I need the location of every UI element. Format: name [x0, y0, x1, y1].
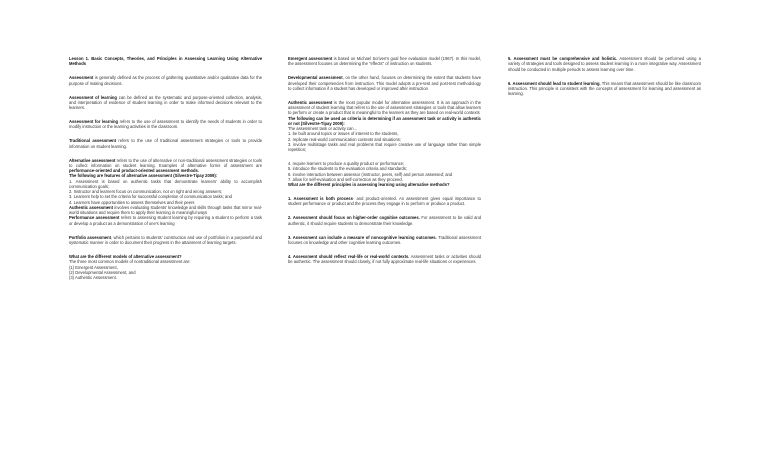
feature-item: 3. Learners help to set the criteria for successful completion of communication tasks; and [69, 194, 232, 200]
term: Performance assessment [69, 215, 120, 221]
term: Authentic assessment [69, 204, 114, 210]
feature-item: 4. Learners have opportunities to assess themselves and their peers [69, 199, 195, 205]
criteria-question: The following can be used as criteria in determining if an assessment task or activity is authentic or not (Silvestre-Tipay 2009): [288, 115, 481, 126]
term: Alternative assessment [69, 157, 116, 163]
question: What are the different models of alternative assessment? [69, 254, 182, 260]
term: Emergent assessment [288, 56, 333, 61]
model-item: (2) Developmental Assessment, and [69, 269, 136, 275]
criteria-item: 7. allow for self-evaluation and self-correction as they proceed. [288, 176, 403, 182]
paragraph-assessment-for-learning: Assessment for learning refers to the use of assessment to identify the needs of students in order to modify instruction or the learning activities in the classroom. [69, 119, 262, 130]
column-left [69, 56, 262, 289]
principles-question: What are the different principles in assessing learning using alternative methods? [288, 182, 450, 188]
model-item: (1) Emergent Assessment, [69, 264, 118, 270]
term: Traditional assessment [69, 138, 117, 144]
criteria-item: 2. replicate real-world communication contexts and situations; [288, 136, 402, 142]
paragraph-traditional-assessment: Traditional assessment refers to the use of traditional assessment strategies or tools to provide information on student learning. [69, 138, 263, 149]
column-middle [288, 56, 481, 273]
criteria-item: 4. require learners to produce a quality product or performance; [288, 161, 405, 167]
feature-item: 1. Assessment is based on authentic tasks that demonstrate learners' ability to accomplish communication goals; [69, 178, 262, 189]
paragraph-criteria-continued [288, 161, 481, 187]
term: Assessment [69, 75, 94, 81]
paragraph-emergent-assessment: Emergent assessment is based on Michael Scriven's goal free evaluation model (1967). In this model, the assessment focuses on determining the "effects" of instruction on students. [288, 56, 481, 67]
term: Assessment of learning [69, 94, 117, 100]
term: Portfolio assessment [69, 234, 112, 240]
principle-5: 5. Assessment must be comprehensive and holistic. Assessment should be performed using a variety of strategies and tools designed to assess student learning in a more integrative way. Assessment should be conducted in multiple periods to assess learning over time. [508, 56, 701, 72]
paragraph-assessment-of-learning: Assessment of learning can be defined as the systematic and purpose-oriented collection, analysis, and interpretation of evidence of student learning in order to make informed decisions relevant to the learners. [69, 94, 262, 111]
paragraph-models: What are the different models of alternative assessment? The three most common models of nontraditional assessment are: (1) Emergent Assessment, (2) Developmental Assessment, and (3) Authentic Assessment. [69, 254, 262, 280]
principle-2: 2. Assessment should focus on higher-order cognitive outcomes. For assessment to be valid and authentic, it should require students to demonstrate their knowledge. [288, 215, 481, 226]
criteria-item: 6. involve interaction between assessor (instructor, peers, self) and person assessed; and [288, 171, 453, 177]
paragraph-portfolio-assessment: Portfolio assessment, which pertains to students' construction and use of portfolios in a purposeful and systematic manner in order to document their progress in the attainment of learning targets. [69, 234, 262, 246]
lesson-title: Lesson 1. Basic Concepts, Theories, and Principles in Assessing Learning Using Alternative Methods [69, 56, 262, 67]
principle-4: 4. Assessment should reflect real-life or real-world contexts. Assessment tasks or activities should be authentic. The assessment should closely, if not fully approximate real-life situations or experiences. [288, 254, 481, 265]
features-heading: The following are features of alternative assessment (Silvestre-Tipay 2009): [69, 173, 218, 179]
paragraph-authentic-assessment: Authentic assessment is the most popular model for alternative assessment. It is an approach in the assessment of student learning that refers to the use of assessment strategies or tools that allow learners to perform or create a product that is meaningful to the learners as they are based on real-world contexts The following can be used as criteria in determining if an assessment task or activity is authentic or not (Silvestre-Tipay 2009): The assessment task or activity can... 1. be built around topics or issues of interest to the students, 2. replicate real-world communication contexts and situations; 3. involve multistage tasks and real problems that require creative use of language rather than simple repetition; [288, 99, 481, 153]
feature-item: 2. Instructor and learners focus on communication, not on right and wrong answers; [69, 189, 223, 195]
principle-3: 3. Assessment can include a measure of noncognitive learning outcomes. Traditional assessment focuses on knowledge and other cognitive learning outcomes. [288, 234, 481, 246]
principle-6: 6. Assessment should lead to student learning. This means that assessment should be like classroom instruction. This principle is consistent with the concepts of assessment for learning and assessment as learning. [508, 80, 701, 97]
paragraph-assessment: Assessment is generally defined as the process of gathering quantitative and/or qualitative data for the purpose of making decisions. [69, 75, 262, 86]
model-item: (3) Authentic Assessment. [69, 275, 117, 281]
term: Authentic assessment [288, 99, 333, 105]
paragraph-alternative-assessment: Alternative assessment refers to the use of alternative or non-traditional assessment strategies or tools to collect information on student learning. Examples of alternative forms of assessment are performance-oriented and product-oriented assessment methods. The following are features of alternative assessment (Silvestre-Tipay 2009): 1. Assessment is based on authentic tasks that demonstrate learners' ability to accomplish communication goals; 2. Instructor and learners focus on communication, not on right and wrong answers; 3. Learners help to set the criteria for successful completion of communication tasks; and 4. Learners have opportunities to assess themselves and their peers Authentic assessment involves evaluating students' knowledge and skills through tasks that mirror real-world situations and require them to apply their learning in meaningful ways Performance assessment refers to assessing student learning by requiring a student to perform a task or develop a product as a demonstration of one's learning [69, 157, 263, 226]
criteria-item: 1. be built around topics or issues of interest to the students, [288, 131, 399, 137]
principle-1: 1. Assessment is both process- and product-oriented. An assessment gives equal importance to student performance or product and the process they engage in to perform or produce a product. [288, 196, 481, 207]
term: Developmental assessment [288, 75, 343, 81]
column-right [508, 56, 701, 105]
criteria-item: 3. involve multistage tasks and real problems that require creative use of language rather than simple repetition; [288, 141, 481, 153]
criteria-item: 5. introduce the students to the evaluation criteria and standards; [288, 166, 408, 172]
paragraph-developmental-assessment: Developmental assessment, on the other hand, focuses on determining the extent that students have developed their competencies from instruction. This model adopts a pre-test and post-test methodology to collect information if a student has developed or improved after instruction [288, 75, 481, 91]
term: Assessment for learning [69, 119, 119, 125]
